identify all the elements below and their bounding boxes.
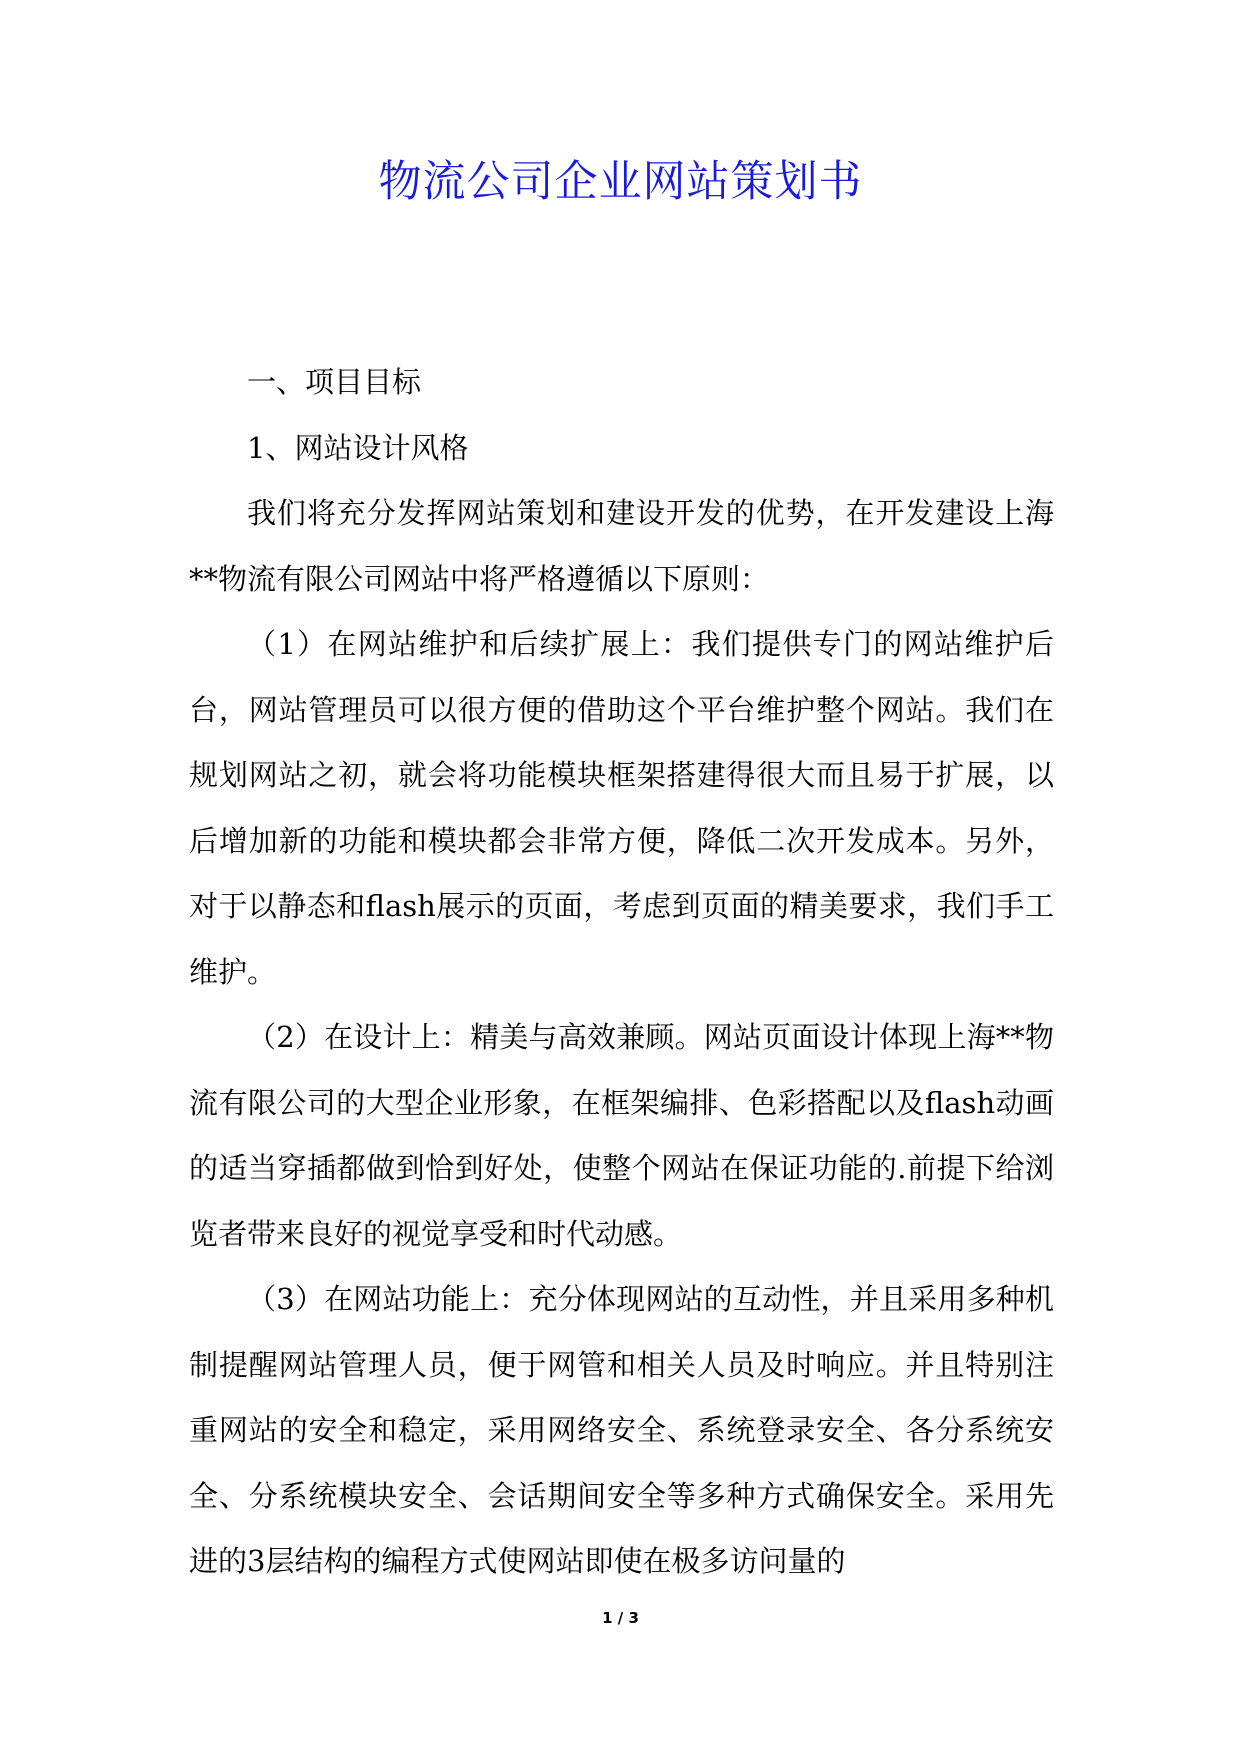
paragraph-function: （3）在网站功能上：充分体现网站的互动性，并且采用多种机制提醒网站管理人员，便于网管和相关人员及时响应。并且特别注重网站的安全和稳定，采用网络安全、系统登录安全、各分系统安全、分系统模块安全、会话期间安全等多种方式确保安全。采用先进的3层结构的编程方式使网站即使在极多访问量的 bbox=[189, 1282, 1054, 1578]
section-heading: 一、项目目标 bbox=[247, 365, 422, 399]
document-body bbox=[189, 350, 1054, 1595]
document-title: 物流公司企业网站策划书 bbox=[378, 157, 863, 207]
subsection-heading: 1、网站设计风格 bbox=[247, 430, 469, 465]
paragraph-design: （2）在设计上：精美与高效兼顾。网站页面设计体现上海**物流有限公司的大型企业形象，在框架编排、色彩搭配以及flash动画的适当穿插都做到恰到好处，使整个网站在保证功能的.前提下给浏览者带来良好的视觉享受和时代动感。 bbox=[189, 1020, 1054, 1251]
page-number: 1 / 3 bbox=[602, 1609, 639, 1627]
paragraph-maintenance: （1）在网站维护和后续扩展上：我们提供专门的网站维护后台，网站管理员可以很方便的借助这个平台维护整个网站。我们在规划网站之初，就会将功能模块框架搭建得很大而且易于扩展，以后增加新的功能和模块都会非常方便，降低二次开发成本。另外，对于以静态和flash展示的页面，考虑到页面的精美要求，我们手工维护。 bbox=[189, 627, 1054, 989]
paragraph-intro: 我们将充分发挥网站策划和建设开发的优势，在开发建设上海**物流有限公司网站中将严格遵循以下原则： bbox=[189, 496, 1054, 596]
